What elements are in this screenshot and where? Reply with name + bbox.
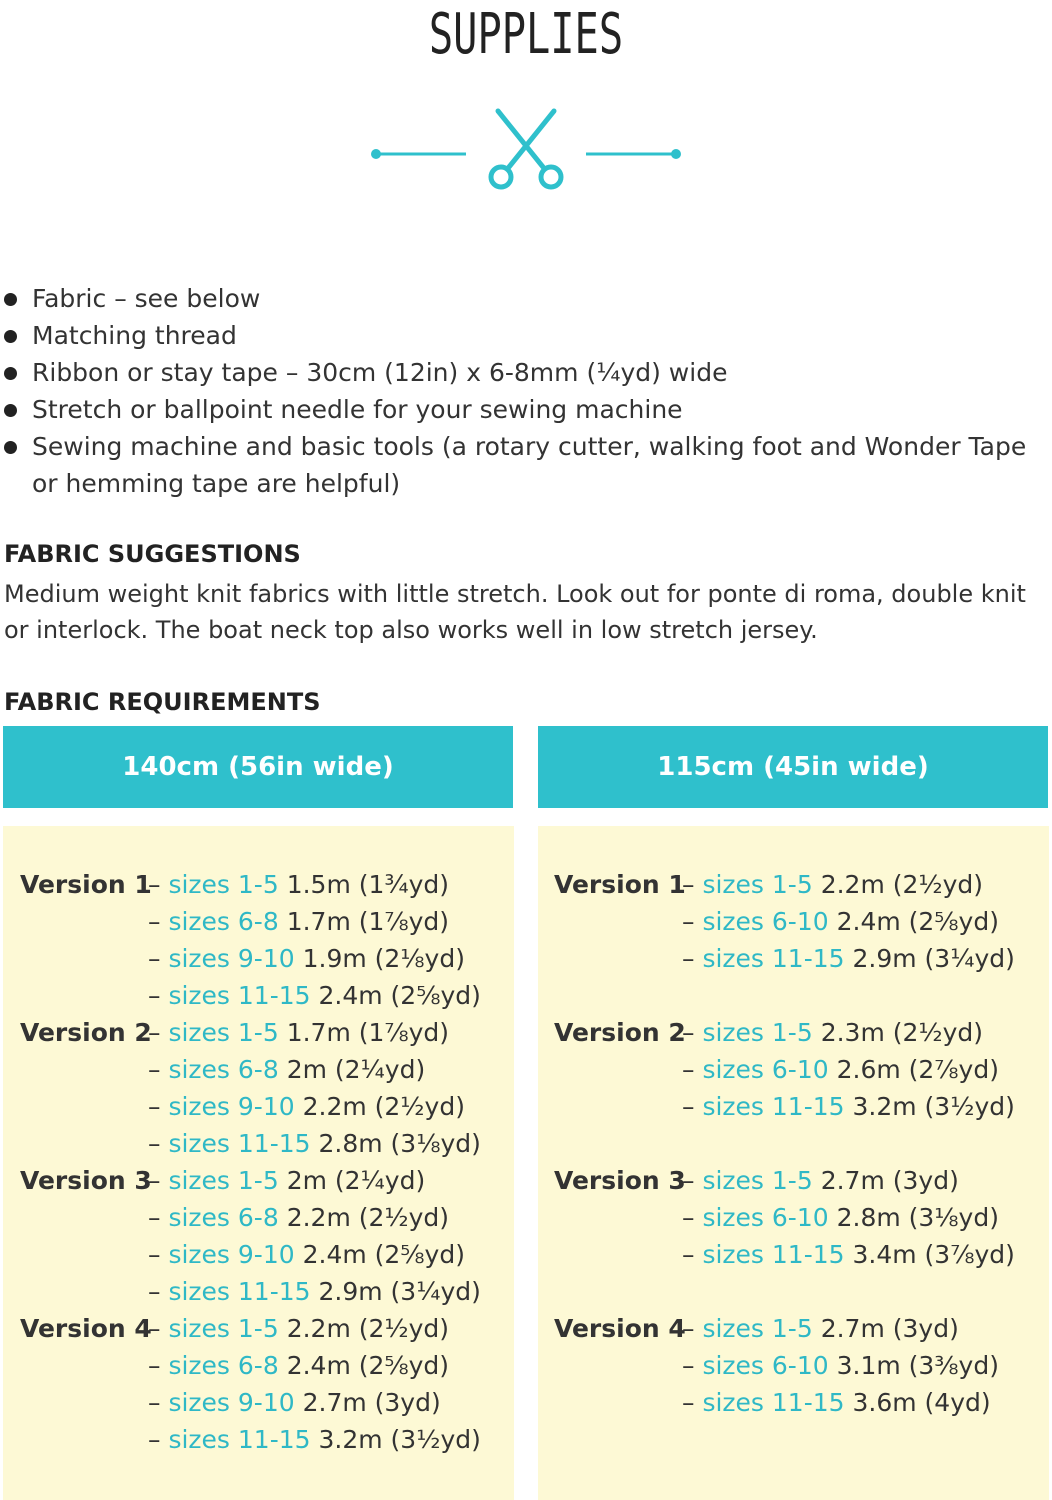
- dash-separator: –: [682, 1055, 703, 1084]
- dash-separator: –: [682, 1203, 703, 1232]
- fabric-amount: 3.2m (3½yd): [318, 1425, 481, 1454]
- requirement-row: [554, 866, 1015, 903]
- requirement-row: [554, 1088, 1015, 1125]
- fabric-amount: 2m (2¼yd): [286, 1055, 426, 1084]
- version-label: Version 2: [554, 1018, 686, 1047]
- size-range: sizes 6-10: [702, 1203, 829, 1232]
- requirement-row: [554, 1310, 1015, 1347]
- fabric-amount: 1.5m (1¾yd): [286, 870, 450, 899]
- fabric-amount: 2.7m (3yd): [820, 1166, 959, 1195]
- fabric-suggestions-heading: FABRIC SUGGESTIONS: [4, 540, 301, 568]
- requirement-row: [20, 1162, 481, 1199]
- size-range: sizes 6-8: [168, 1351, 279, 1380]
- fabric-amount: 2.4m (2⅝yd): [836, 907, 999, 936]
- dash-separator: –: [682, 1240, 703, 1269]
- requirement-row: [20, 1088, 481, 1125]
- requirement-row: [554, 1051, 1015, 1088]
- requirement-row: [20, 1421, 481, 1458]
- version-label: Version 3: [554, 1166, 686, 1195]
- size-range: sizes 11-15: [168, 981, 311, 1010]
- fabric-amount: 2.2m (2½yd): [286, 1314, 450, 1343]
- requirement-row: [20, 1273, 481, 1310]
- fabric-amount: 2.2m (2½yd): [286, 1203, 450, 1232]
- dash-separator: –: [148, 1240, 169, 1269]
- list-item: Matching thread: [0, 317, 1040, 354]
- size-range: sizes 1-5: [168, 1314, 279, 1343]
- size-range: sizes 6-8: [168, 907, 279, 936]
- size-range: sizes 11-15: [702, 1240, 845, 1269]
- requirement-row: [20, 1014, 481, 1051]
- size-range: sizes 11-15: [168, 1277, 311, 1306]
- fabric-amount: 3.1m (3⅜yd): [836, 1351, 999, 1380]
- size-range: sizes 6-10: [702, 1351, 829, 1380]
- dash-separator: –: [148, 1203, 169, 1232]
- dash-separator: –: [682, 870, 703, 899]
- requirement-row: [554, 903, 1015, 940]
- fabric-amount: 1.9m (2⅛yd): [302, 944, 465, 973]
- requirement-row: [20, 1051, 481, 1088]
- divider-line-right: [586, 149, 681, 159]
- size-range: sizes 11-15: [702, 944, 845, 973]
- fabric-amount: 2.8m (3⅛yd): [836, 1203, 999, 1232]
- dash-separator: –: [148, 1018, 169, 1047]
- size-range: sizes 1-5: [168, 1018, 279, 1047]
- scissors-divider: [366, 105, 686, 195]
- dash-separator: –: [148, 981, 169, 1010]
- column-header-140cm: 140cm (56in wide): [3, 726, 513, 808]
- dash-separator: –: [148, 944, 169, 973]
- requirement-row: [554, 1236, 1015, 1273]
- fabric-amount: 2.7m (3yd): [820, 1314, 959, 1343]
- fabric-amount: 3.6m (4yd): [852, 1388, 991, 1417]
- dash-separator: –: [682, 1166, 703, 1195]
- size-range: sizes 1-5: [168, 1166, 279, 1195]
- dash-separator: –: [148, 870, 169, 899]
- requirements-list-140cm: [20, 866, 481, 1458]
- dash-separator: –: [682, 1388, 703, 1417]
- size-range: sizes 6-8: [168, 1055, 279, 1084]
- requirement-row: [20, 1199, 481, 1236]
- list-item: Fabric – see below: [0, 280, 1040, 317]
- version-label: Version 2: [20, 1018, 152, 1047]
- size-range: sizes 11-15: [702, 1388, 845, 1417]
- list-item: Stretch or ballpoint needle for your sewing machine: [0, 391, 1040, 428]
- fabric-amount: 2.2m (2½yd): [302, 1092, 465, 1121]
- size-range: sizes 11-15: [168, 1425, 311, 1454]
- dash-separator: –: [148, 1277, 169, 1306]
- requirement-row: [20, 940, 481, 977]
- size-range: sizes 6-10: [702, 907, 829, 936]
- fabric-amount: 2.8m (3⅛yd): [318, 1129, 481, 1158]
- size-range: sizes 6-10: [702, 1055, 829, 1084]
- fabric-amount: 1.7m (1⅞yd): [286, 907, 450, 936]
- group-spacer: [554, 1273, 1015, 1310]
- requirement-row: [20, 1236, 481, 1273]
- dash-separator: –: [682, 1092, 703, 1121]
- size-range: sizes 1-5: [702, 1018, 813, 1047]
- requirement-row: [554, 1162, 1015, 1199]
- group-spacer: [554, 1421, 1015, 1458]
- dash-separator: –: [148, 907, 169, 936]
- fabric-amount: 2.7m (3yd): [302, 1388, 441, 1417]
- dash-separator: –: [682, 1018, 703, 1047]
- size-range: sizes 1-5: [702, 870, 813, 899]
- version-label: Version 3: [20, 1166, 152, 1195]
- requirement-row: [20, 903, 481, 940]
- requirement-row: [20, 1347, 481, 1384]
- size-range: sizes 1-5: [168, 870, 279, 899]
- size-range: sizes 1-5: [702, 1314, 813, 1343]
- list-item: Sewing machine and basic tools (a rotary cutter, walking foot and Wonder Tape or hemming tape are helpful): [0, 428, 1040, 502]
- requirement-row: [20, 1310, 481, 1347]
- requirement-row: [20, 1125, 481, 1162]
- size-range: sizes 9-10: [168, 944, 295, 973]
- fabric-amount: 2.4m (2⅝yd): [318, 981, 481, 1010]
- size-range: sizes 1-5: [702, 1166, 813, 1195]
- requirement-row: [554, 1199, 1015, 1236]
- fabric-amount: 2m (2¼yd): [286, 1166, 426, 1195]
- fabric-amount: 2.4m (2⅝yd): [302, 1240, 465, 1269]
- fabric-amount: 2.4m (2⅝yd): [286, 1351, 450, 1380]
- dash-separator: –: [682, 907, 703, 936]
- dash-separator: –: [148, 1055, 169, 1084]
- dash-separator: –: [148, 1092, 169, 1121]
- requirement-row: [20, 866, 481, 903]
- fabric-amount: 2.3m (2½yd): [820, 1018, 984, 1047]
- version-label: Version 4: [554, 1314, 686, 1343]
- requirements-list-115cm: [554, 866, 1015, 1458]
- column-header-115cm: 115cm (45in wide): [538, 726, 1048, 808]
- requirement-row: [554, 1014, 1015, 1051]
- list-item: Ribbon or stay tape – 30cm (12in) x 6-8mm (¼yd) wide: [0, 354, 1040, 391]
- fabric-amount: 2.6m (2⅞yd): [836, 1055, 999, 1084]
- dash-separator: –: [682, 944, 703, 973]
- dash-separator: –: [148, 1351, 169, 1380]
- dash-separator: –: [682, 1314, 703, 1343]
- dash-separator: –: [148, 1425, 169, 1454]
- size-range: sizes 9-10: [168, 1240, 295, 1269]
- dash-separator: –: [148, 1388, 169, 1417]
- size-range: sizes 9-10: [168, 1388, 295, 1417]
- fabric-amount: 1.7m (1⅞yd): [286, 1018, 450, 1047]
- dash-separator: –: [148, 1314, 169, 1343]
- fabric-suggestions-text: Medium weight knit fabrics with little stretch. Look out for ponte di roma, double knit or interlock. The boat neck top also works well in low stretch jersey.: [4, 580, 1026, 644]
- fabric-requirements-heading: FABRIC REQUIREMENTS: [4, 688, 321, 716]
- size-range: sizes 9-10: [168, 1092, 295, 1121]
- size-range: sizes 11-15: [168, 1129, 311, 1158]
- version-label: Version 1: [20, 870, 152, 899]
- dash-separator: –: [148, 1166, 169, 1195]
- requirement-row: [554, 1347, 1015, 1384]
- group-spacer: [554, 977, 1015, 1014]
- dash-separator: –: [148, 1129, 169, 1158]
- supplies-list: [0, 280, 1040, 502]
- version-label: Version 1: [554, 870, 686, 899]
- requirement-row: [20, 1384, 481, 1421]
- fabric-amount: 2.2m (2½yd): [820, 870, 984, 899]
- group-spacer: [554, 1125, 1015, 1162]
- page-title: SUPPLIES: [428, 2, 624, 67]
- version-label: Version 4: [20, 1314, 152, 1343]
- requirement-row: [20, 977, 481, 1014]
- fabric-amount: 3.4m (3⅞yd): [852, 1240, 1015, 1269]
- requirement-row: [554, 940, 1015, 977]
- requirement-row: [554, 1384, 1015, 1421]
- divider-line-left: [371, 149, 466, 159]
- fabric-amount: 2.9m (3¼yd): [852, 944, 1015, 973]
- size-range: sizes 11-15: [702, 1092, 845, 1121]
- scissors-icon: [491, 111, 561, 187]
- dash-separator: –: [682, 1351, 703, 1380]
- fabric-amount: 2.9m (3¼yd): [318, 1277, 481, 1306]
- fabric-amount: 3.2m (3½yd): [852, 1092, 1015, 1121]
- size-range: sizes 6-8: [168, 1203, 279, 1232]
